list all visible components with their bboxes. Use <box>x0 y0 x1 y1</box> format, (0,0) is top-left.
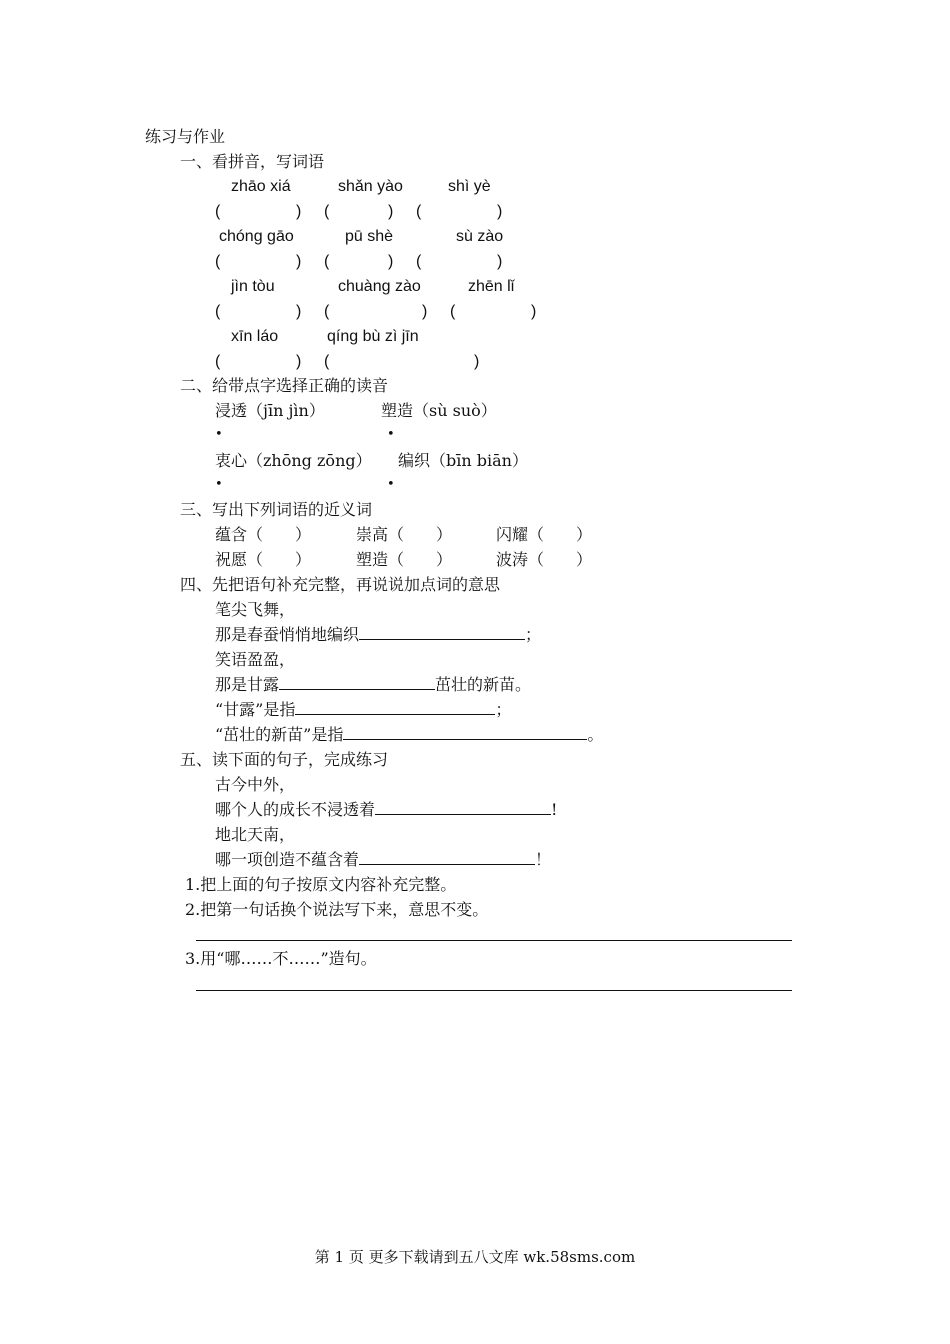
synonym-close: ） <box>436 525 453 544</box>
answer-blank[interactable] <box>279 675 435 690</box>
reading-item-zhongxin: 衷心（zhōng zōng） <box>215 451 372 470</box>
fill-blank-suffix: ! <box>551 800 558 819</box>
question-3: 3.用“哪……不……”造句。 <box>185 949 377 968</box>
pinyin-xin-lao: xīn láo <box>231 328 279 345</box>
fill-blank-line <box>215 800 557 820</box>
pinyin-qing-bu-zi-jin: qíng bù zì jīn <box>327 328 419 345</box>
fill-blank-suffix: 。 <box>587 725 604 744</box>
synonym-close: ） <box>295 525 312 544</box>
answer-paren-close: ) <box>388 203 394 220</box>
synonym-item-zhuyuan: 祝愿（ <box>215 550 264 569</box>
reading-item-jintou: 浸透（jīn jìn） <box>215 401 325 420</box>
section-5-heading: 五、读下面的句子，完成练习 <box>180 750 389 769</box>
answer-paren-close: ) <box>296 303 302 320</box>
answer-paren-open: ( <box>215 203 221 220</box>
fill-blank-line <box>215 850 551 870</box>
answer-paren-close: ) <box>296 353 302 370</box>
fill-blank-suffix: ； <box>495 700 512 719</box>
fill-blank-suffix: 茁壮的新苗。 <box>435 675 532 694</box>
synonym-close: ） <box>436 550 453 569</box>
answer-line[interactable] <box>196 990 792 991</box>
section-1-heading: 一、看拼音，写词语 <box>180 152 325 171</box>
question-1: 1.把上面的句子按原文内容补充完整。 <box>185 875 457 894</box>
pinyin-su-zao: sù zào <box>456 228 504 245</box>
pinyin-pu-she: pū shè <box>345 228 394 245</box>
section-4-heading: 四、先把语句补充完整，再说说加点词的意思 <box>180 575 501 594</box>
answer-paren-close: ) <box>422 303 428 320</box>
answer-paren-open: ( <box>324 353 330 370</box>
answer-paren-close: ) <box>388 253 394 270</box>
pinyin-chuang-zao: chuàng zào <box>338 278 421 295</box>
synonym-close: ） <box>295 550 312 569</box>
synonym-close: ） <box>576 550 593 569</box>
verse-line: 古今中外， <box>215 775 296 794</box>
fill-blank-line <box>215 675 531 695</box>
answer-blank[interactable] <box>343 725 587 740</box>
answer-blank[interactable] <box>359 850 535 865</box>
emphasis-dot: • <box>215 477 223 492</box>
synonym-item-botao: 波涛（ <box>496 550 545 569</box>
fill-blank-prompt: “甘露”是指 <box>215 700 296 719</box>
answer-paren-open: ( <box>324 253 330 270</box>
pinyin-zhen-li: zhēn lǐ <box>468 278 515 295</box>
fill-blank-suffix: ！ <box>535 850 552 869</box>
pinyin-chong-gao: chóng gāo <box>219 228 294 245</box>
answer-paren-open: ( <box>450 303 456 320</box>
verse-line: 地北天南， <box>215 825 296 844</box>
pinyin-jin-tou: jìn tòu <box>231 278 275 295</box>
answer-paren-open: ( <box>416 253 422 270</box>
pinyin-shan-yao: shǎn yào <box>338 178 403 195</box>
answer-paren-open: ( <box>215 253 221 270</box>
answer-paren-close: ) <box>497 253 503 270</box>
pinyin-zhao-xia: zhāo xiá <box>231 178 291 195</box>
answer-paren-close: ) <box>296 203 302 220</box>
synonym-item-shanyao: 闪耀（ <box>496 525 545 544</box>
fill-blank-prompt: 哪个人的成长不浸透着 <box>215 800 376 819</box>
synonym-close: ） <box>576 525 593 544</box>
synonym-item-yunhan: 蕴含（ <box>215 525 264 544</box>
verse-line: 笑语盈盈， <box>215 650 296 669</box>
fill-blank-line <box>215 725 603 745</box>
fill-blank-prompt: 哪一项创造不蕴含着 <box>215 850 360 869</box>
answer-blank[interactable] <box>295 700 495 715</box>
answer-paren-open: ( <box>324 303 330 320</box>
page-title: 练习与作业 <box>145 127 226 146</box>
answer-paren-close: ) <box>474 353 480 370</box>
answer-paren-open: ( <box>324 203 330 220</box>
answer-paren-close: ) <box>531 303 537 320</box>
reading-item-suzao: 塑造（sù suò） <box>381 401 497 420</box>
fill-blank-line <box>215 700 511 720</box>
fill-blank-prompt: “茁壮的新苗”是指 <box>215 725 344 744</box>
emphasis-dot: • <box>387 427 395 442</box>
answer-blank[interactable] <box>359 625 525 640</box>
answer-line[interactable] <box>196 940 792 941</box>
answer-paren-open: ( <box>416 203 422 220</box>
emphasis-dot: • <box>215 427 223 442</box>
answer-paren-close: ) <box>296 253 302 270</box>
emphasis-dot: • <box>387 477 395 492</box>
section-3-heading: 三、写出下列词语的近义词 <box>180 500 373 519</box>
verse-line: 笔尖飞舞， <box>215 600 296 619</box>
fill-blank-line <box>215 625 541 645</box>
answer-paren-open: ( <box>215 353 221 370</box>
answer-paren-open: ( <box>215 303 221 320</box>
reading-item-bianzhi: 编织（bīn biān） <box>398 451 528 470</box>
pinyin-shi-ye: shì yè <box>448 178 491 195</box>
fill-blank-prompt: 那是春蚕悄悄地编织 <box>215 625 360 644</box>
answer-blank[interactable] <box>375 800 551 815</box>
question-2: 2.把第一句话换个说法写下来，意思不变。 <box>185 900 489 919</box>
fill-blank-suffix: ； <box>525 625 542 644</box>
section-2-heading: 二、给带点字选择正确的读音 <box>180 376 389 395</box>
fill-blank-prompt: 那是甘露 <box>215 675 280 694</box>
answer-paren-close: ) <box>497 203 503 220</box>
synonym-item-chonggao: 崇高（ <box>356 525 405 544</box>
page-footer: 第 1 页 更多下载请到五八文库 wk.58sms.com <box>314 1248 636 1266</box>
synonym-item-suzao: 塑造（ <box>356 550 405 569</box>
